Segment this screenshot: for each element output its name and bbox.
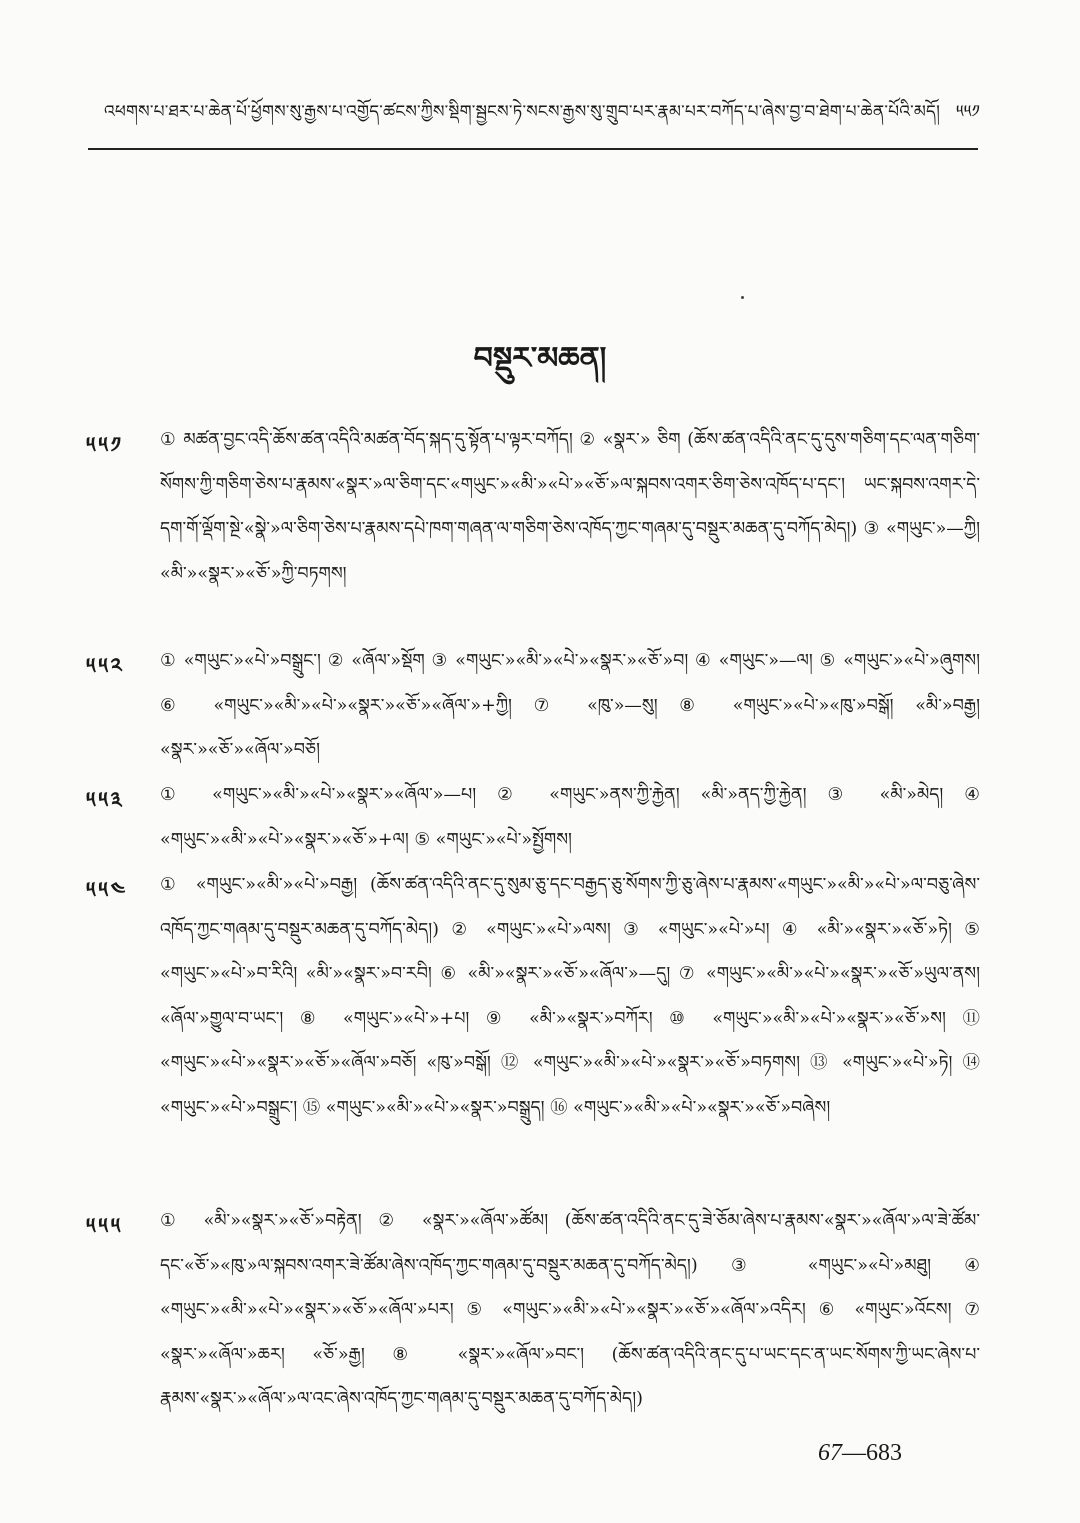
entry-text: ① «གཡུང་»«པེ་»བསྒྲུང་། ② «ཞོལ་»སྡོག ③ «གཡུང་»«མི་»«པེ་»«སྣར་»«ཅོ་»བ། ④ «གཡུང་»—ལ། ⑤ «གཡུང་»«པེ་»ཞུགས། ⑥ «གཡུང་»«མི་»«པེ་»«སྣར་»«ཅོ་»«ཞོལ་»+ཀྱི། ⑦ «ཁུ་»—སུ། ⑧ «གཡུང་»«པེ་»«ཁུ་»བསྒོ། «མི་»བརྒྱ། «སྣར་»«ཅོ་»«ཞོལ་»བཅོ། <box>160 651 980 760</box>
folio-dash: — <box>842 1440 866 1466</box>
running-header <box>104 92 976 140</box>
header-page-number: ༥༥༡ <box>955 102 980 122</box>
folio <box>818 1440 902 1467</box>
note-entry <box>86 418 986 633</box>
entry-text: ① «གཡུང་»«མི་»«པེ་»«སྣར་»«ཞོལ་»—པ། ② «གཡུང་»ནས་ཀྱི་རྐྱེན། «མི་»ནད་ཀྱི་རྐྱེན། ③ «མི་»མེད། ④ «གཡུང་»«མི་»«པེ་»«སྣར་»«ཅོ་»+ལ། ⑤ «གཡུང་»«པེ་»སྤྱོགས། <box>160 785 980 850</box>
note-entry <box>86 773 986 857</box>
stray-mark <box>741 296 744 299</box>
header-rule <box>88 148 978 150</box>
running-title: འཕགས་པ་ཐར་པ་ཆེན་པོ་ཕྱོགས་སུ་རྒྱས་པ་འགྱོད་ཚངས་ཀྱིས་སྡིག་སྦྱངས་ཏེ་སངས་རྒྱས་སུ་གྲུབ་པར་རྣམ་པར་བཀོད་པ་ཞེས་བྱ་བ་ཐེག་པ་ཆེན་པོའི་མདོ། <box>104 102 941 122</box>
entry-text: ① མཚན་བྱང་འདི་ཆོས་ཚན་འདིའི་མཚན་བོད་སྐད་དུ་སྟོན་པ་ལྟར་བཀོད། ② «སྣར་» ཅིག (ཆོས་ཚན་འདིའི་ནང་དུ་དུས་གཅིག་དང་ལན་གཅིག་སོགས་ཀྱི་གཅིག་ཅེས་པ་རྣམས་«སྣར་»ལ་ཅིག་དང་«གཡུང་»«མི་»«པེ་»«ཅོ་»ལ་སྐབས་འགར་ཅིག་ཅེས་འཁོད་པ་དང་། ཡང་སྐབས་འགར་དེ་དག་གོ་ལྡོག་སྔེ་«སྣེ་»ལ་ཅིག་ཅེས་པ་རྣམས་དཔེ་ཁག་གཞན་ལ་གཅིག་ཅེས་འཁོད་ཀྱང་གཞམ་དུ་བསྡུར་མཆན་དུ་བཀོད་མེད།) ③ «གཡུང་»—ཀྱི། «མི་»«སྣར་»«ཅོ་»ཀྱི་བཏགས། <box>160 430 980 584</box>
entry-number: ༥༥༤ <box>86 877 129 902</box>
entry-number: ༥༥༢ <box>86 653 125 678</box>
note-entry <box>86 1199 986 1419</box>
note-entry <box>86 863 986 1193</box>
collation-notes <box>86 418 986 1425</box>
entry-number: ༥༥༡ <box>86 432 124 457</box>
note-entry <box>86 639 986 767</box>
entry-text: ① «གཡུང་»«མི་»«པེ་»བརྒྱ། (ཆོས་ཚན་འདིའི་ནང་དུ་སུམ་ཅུ་དང་བརྒྱད་ཅུ་སོགས་ཀྱི་ཅུ་ཞེས་པ་རྣམས་«གཡུང་»«མི་»«པེ་»ལ་བཅུ་ཞེས་འཁོད་ཀྱང་གཞམ་དུ་བསྡུར་མཆན་དུ་བཀོད་མེད།) ② «གཡུང་»«པེ་»ལས། ③ «གཡུང་»«པེ་»པ། ④ «མི་»«སྣར་»«ཅོ་»ཏེ། ⑤ «གཡུང་»«པེ་»བ་རིའི། «མི་»«སྣར་»བ་རབི། ⑥ «མི་»«སྣར་»«ཅོ་»«ཞོལ་»—དུ། ⑦ «གཡུང་»«མི་»«པེ་»«སྣར་»«ཅོ་»ཡུལ་ནས། «ཞོལ་»གྱུལ་བ་ཡང་། ⑧ «གཡུང་»«པེ་»+པ། ⑨ «མི་»«སྣར་»བཀོར། ⑩ «གཡུང་»«མི་»«པེ་»«སྣར་»«ཅོ་»ས། ⑪ «གཡུང་»«པེ་»«སྣར་»«ཅོ་»«ཞོལ་»བཅོ། «ཁུ་»བསྒོ། ⑫ «གཡུང་»«མི་»«པེ་»«སྣར་»«ཅོ་»བཏགས། ⑬ «གཡུང་»«པེ་»ཏེ། ⑭ «གཡུང་»«པེ་»བསྒྲུང་། ⑮ «གཡུང་»«མི་»«པེ་»«སྣར་»བསྒྲུད། ⑯ «གཡུང་»«མི་»«པེ་»«སྣར་»«ཅོ་»བཞེས། <box>160 875 980 1118</box>
folio-volume: 67 <box>818 1440 842 1466</box>
entry-number: ༥༥༥ <box>86 1213 124 1238</box>
folio-page: 683 <box>866 1440 902 1466</box>
entry-text: ① «མི་»«སྣར་»«ཅོ་»བརྟེན། ② «སྣར་»«ཞོལ་»ཚོམ། (ཆོས་ཚན་འདིའི་ནང་དུ་ཟེ་ཅོམ་ཞེས་པ་རྣམས་«སྣར་»«ཞོལ་»ལ་ཟེ་ཚོམ་དང་«ཅོ་»«ཁུ་»ལ་སྐབས་འགར་ཟེ་ཚོམ་ཞེས་འཁོད་ཀྱང་གཞམ་དུ་བསྡུར་མཆན་དུ་བཀོད་མེད།) ③ «གཡུང་»«པེ་»མཐུ། ④ «གཡུང་»«མི་»«པེ་»«སྣར་»«ཅོ་»«ཞོལ་»པར། ⑤ «གཡུང་»«མི་»«པེ་»«སྣར་»«ཅོ་»«ཞོལ་»འདིར། ⑥ «གཡུང་»འོངས། ⑦ «སྣར་»«ཞོལ་»ཆར། «ཅོ་»རྒྱ། ⑧ «སྣར་»«ཞོལ་»བང་། (ཆོས་ཚན་འདིའི་ནང་དུ་པ་ཡང་དང་ན་ཡང་སོགས་ཀྱི་ཡང་ཞེས་པ་རྣམས་«སྣར་»«ཞོལ་»ལ་འང་ཞེས་འཁོད་ཀྱང་གཞམ་དུ་བསྡུར་མཆན་དུ་བཀོད་མེད།) <box>160 1211 980 1409</box>
entry-number: ༥༥༣ <box>86 787 125 812</box>
header-page-number-wrap <box>950 92 980 140</box>
section-title: བསྡུར་མཆན། <box>473 341 607 376</box>
